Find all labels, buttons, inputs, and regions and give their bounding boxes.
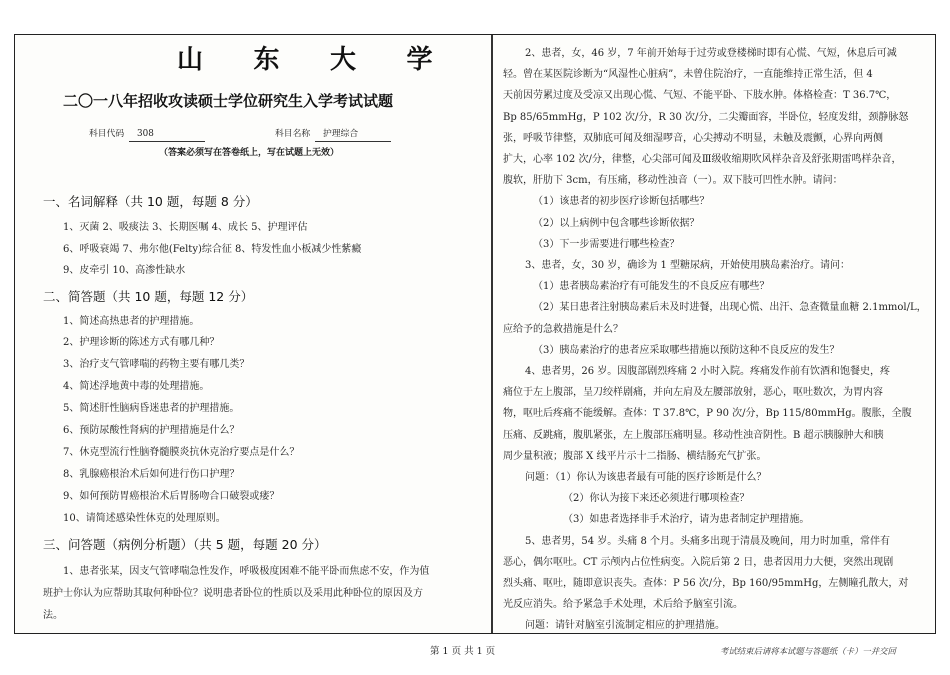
section2-item: 2、护理诊断的陈述方式有哪几种？	[63, 337, 220, 348]
right-line: 4、患者男，26 岁。因腹部剧烈疼痛 2 小时入院。疼痛发作前有饮酒和饱餐史，疼	[525, 366, 890, 377]
right-line: （3）胰岛素治疗的患者应采取哪些措施以预防这种不良反应的发生？	[533, 344, 840, 356]
page-number: 第 1 页 共 1 页	[430, 646, 496, 657]
right-line: 周少量积液；腹部 X 线平片示十二指肠、横结肠充气扩张。	[503, 450, 767, 462]
section2-item: 8、乳腺癌根治术后如何进行伤口护理？	[63, 469, 240, 480]
subject-name-label: 科目名称	[275, 129, 311, 139]
section2-item: 4、简述浮地黄中毒的处理措施。	[63, 381, 210, 392]
right-line: 光反应消失。给予紧急手术处理，术后给予脑室引流。	[503, 599, 743, 611]
section1-heading: 一、名词解释（共 10 题，每题 8 分）	[43, 194, 258, 209]
right-line: 5、患者男，54 岁。头痛 8 个月。头痛多出现于清晨及晚间，用力时加重，常伴有	[525, 535, 890, 547]
section2-item: 5、简述肝性脑病昏迷患者的护理措施。	[63, 403, 240, 414]
section3-heading: 三、问答题（病例分析题）（共 5 题，每题 20 分）	[43, 537, 327, 552]
section2-item: 3、治疗支气管哮喘的药物主要有哪几类？	[63, 359, 250, 370]
right-line: 痛位于左上腹部，呈刀绞样剧痛，并向左肩及左腰部放射，恶心，呕吐数次，为胃内容	[503, 387, 883, 399]
return-note: 考试结束后请将本试题与答题纸（卡）一并交回	[720, 646, 896, 656]
right-line: （3）如患者选择非手术治疗，请为患者制定护理措施。	[563, 514, 810, 526]
right-line: （1）患者胰岛素治疗有可能发生的不良反应有哪些？	[533, 281, 770, 293]
university-name: 山 东 大 学	[177, 45, 455, 74]
right-line: 问题：请针对脑室引流制定相应的护理措施。	[525, 620, 725, 632]
right-line: 应给予的急救措施是什么？	[503, 323, 623, 335]
right-line: 烈头痛、呕吐，随即意识丧失。查体：P 56 次/分，Bp 160/95mmHg，左侧瞳孔散大，对	[503, 578, 909, 589]
subject-code-label: 科目代码	[89, 129, 125, 139]
right-line: 问题：（1）你认为该患者最有可能的医疗诊断是什么？	[525, 472, 767, 483]
right-line: 物，呕吐后疼痛不能缓解。查体：T 37.8℃，P 90 次/分，Bp 115/80mmHg。腹胀，全腹	[503, 408, 912, 420]
section3-q1-line: 班护士你认为应帮助其取何种卧位？说明患者卧位的性质以及采用此种卧位的原因及方	[43, 588, 423, 599]
answer-note: （答案必须写在答卷纸上，写在试题上无效）	[159, 148, 340, 158]
section3-q1-line: 1、患者张某，因支气管哮喘急性发作，呼吸极度困难不能平卧而焦虑不安，作为值	[63, 566, 430, 577]
right-line: （3）下一步需要进行哪些检查？	[533, 238, 680, 250]
right-line: 扩大，心率 102 次/分，律整，心尖部可闻及Ⅲ级收缩期吹风样杂音及舒张期雷鸣样杂音，	[503, 154, 902, 165]
section2-item: 6、预防尿酸性肾病的护理措施是什么？	[63, 425, 240, 436]
section3-q1-line: 法。	[43, 610, 63, 621]
subject-code	[89, 128, 205, 142]
right-line: （2）你认为接下来还必须进行哪项检查？	[563, 493, 750, 505]
section2-item: 10、请简述感染性休克的处理原则。	[63, 513, 226, 524]
subject-code-value: 308	[129, 128, 205, 142]
subject-name-value: 护理综合	[315, 128, 391, 142]
subject-name	[275, 128, 391, 142]
right-line: 3、患者，女，30 岁，确诊为 1 型糖尿病，开始使用胰岛素治疗。请问：	[525, 260, 850, 271]
section1-line: 1、灭菌 2、吸痰法 3、长期医嘱 4、成长 5、护理评估	[63, 222, 308, 233]
right-line: （2）以上病例中包含哪些诊断依据？	[533, 217, 700, 229]
right-line: 轻。曾在某医院诊断为“风湿性心脏病”，未曾住院治疗，一直能维持正常生活，但 4	[503, 69, 873, 81]
right-line: （2）某日患者注射胰岛素后未及时进餐，出现心慌、出汗、急查微量血糖 2.1mmol/L，	[533, 302, 927, 314]
column-divider	[491, 35, 493, 633]
exam-sheet	[14, 34, 936, 634]
section1-line: 6、呼吸衰竭 7、弗尔他(Felty)综合征 8、特发性血小板减少性紫癜	[63, 244, 362, 255]
right-line: 压痛、反跳痛，腹肌紧张，左上腹部压痛明显。移动性浊音阴性。B 超示胰腺肿大和胰	[503, 429, 884, 441]
right-line: （1）该患者的初步医疗诊断包括哪些？	[533, 196, 710, 208]
exam-title: 二〇一八年招收攻读硕士学位研究生入学考试试题	[63, 92, 394, 110]
right-line: 张，呼吸节律整，双肺底可闻及细湿啰音，心尖搏动不明显，未触及震颤，心界向两侧	[503, 132, 883, 144]
right-line: 2、患者，女，46 岁，7 年前开始每于过劳或登楼梯时即有心慌、气短，休息后可减	[525, 48, 897, 59]
section2-item: 1、简述高热患者的护理措施。	[63, 316, 200, 327]
section1-line: 9、皮牵引 10、高渗性缺水	[63, 265, 186, 276]
right-line: Bp 85/65mmHg，P 102 次/分，R 30 次/分，二尖瓣面容，半卧位，轻度发绀，颈静脉怒	[503, 111, 909, 123]
section2-item: 9、如何预防胃癌根治术后胃肠吻合口破裂或瘘？	[63, 491, 280, 502]
section2-heading: 二、简答题（共 10 题，每题 12 分）	[43, 289, 254, 304]
right-line: 恶心，偶尔呕吐。CT 示颅内占位性病变。入院后第 2 日，患者因用力大便，突然出现剧	[503, 556, 894, 568]
right-line: 天前因劳累过度及受凉又出现心慌、气短、不能平卧、下肢水肿。体格检查：T 36.7℃，	[503, 90, 897, 102]
section2-item: 7、休克型流行性脑脊髓膜炎抗休克治疗要点是什么？	[63, 447, 300, 458]
right-line: 腹软，肝肋下 3cm，有压痛，移动性浊音（一）。双下肢可凹性水肿。请问：	[503, 175, 843, 187]
